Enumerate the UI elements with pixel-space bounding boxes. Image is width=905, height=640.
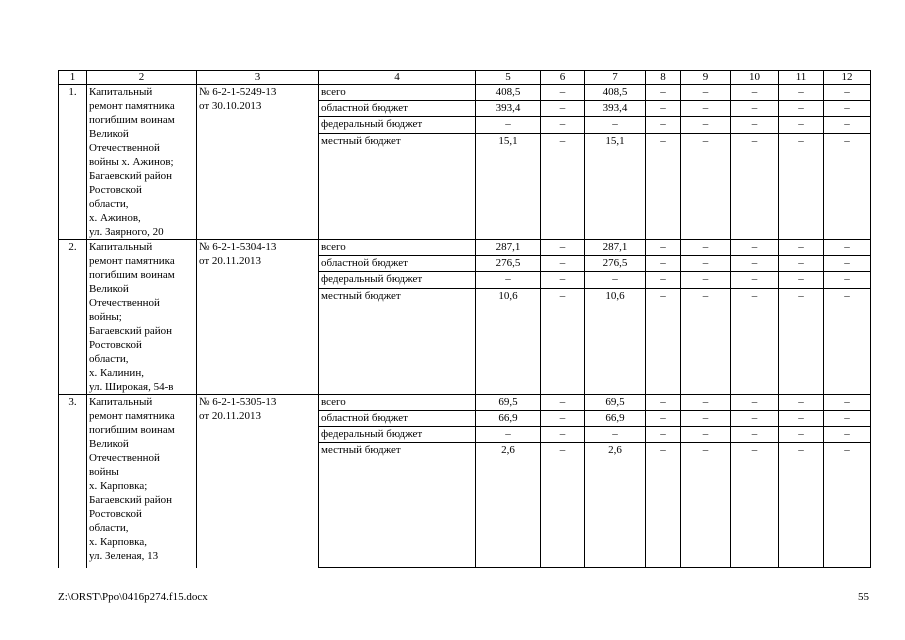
value-cell: – [824, 395, 871, 411]
value-cell: – [646, 256, 681, 272]
document-ref [197, 395, 319, 568]
value-cell: – [779, 117, 824, 133]
value-cell: 408,5 [476, 85, 541, 101]
table-row [59, 395, 871, 411]
value-cell: – [731, 85, 779, 101]
value-cell: 393,4 [585, 101, 646, 117]
value-cell: 10,6 [585, 288, 646, 394]
value-cell: 287,1 [585, 240, 646, 256]
value-cell: 10,6 [476, 288, 541, 394]
object-name-line: ремонт памятника [89, 255, 175, 267]
object-name-line: Великой [89, 438, 129, 450]
object-name-line: Великой [89, 128, 129, 140]
object-name-line: х. Карповка; [89, 480, 148, 492]
document-ref-line: от 20.11.2013 [199, 255, 262, 267]
value-cell: – [646, 117, 681, 133]
value-cell: – [824, 256, 871, 272]
document-ref-line: № 6-2-1-5304-13 [199, 241, 277, 253]
funding-source: областной бюджет [319, 411, 476, 427]
value-cell: – [824, 85, 871, 101]
value-cell: – [731, 117, 779, 133]
object-name-line: войны [89, 466, 119, 478]
object-name-line: ул. Заярного, 20 [89, 226, 164, 238]
column-header: 3 [197, 71, 319, 85]
object-name-line: области, [89, 522, 129, 534]
object-name-line: Багаевский район [89, 170, 173, 182]
column-header: 2 [87, 71, 197, 85]
value-cell: – [731, 411, 779, 427]
object-name [87, 240, 197, 395]
document-ref [197, 240, 319, 395]
object-name-line: ул. Зеленая, 13 [89, 550, 159, 562]
value-cell: – [541, 133, 585, 239]
value-cell: – [476, 272, 541, 288]
object-name-line: х. Карповка, [89, 536, 147, 548]
document-ref [197, 85, 319, 240]
column-header: 5 [476, 71, 541, 85]
value-cell: – [541, 240, 585, 256]
value-cell: – [681, 427, 731, 443]
value-cell: – [585, 272, 646, 288]
value-cell: – [681, 85, 731, 101]
object-name-line: Ростовской [89, 339, 142, 351]
value-cell: – [731, 240, 779, 256]
document-ref-line: № 6-2-1-5249-13 [199, 86, 277, 98]
value-cell: 69,5 [476, 395, 541, 411]
object-name-line: ул. Широкая, 54-в [89, 381, 174, 393]
value-cell: – [824, 411, 871, 427]
value-cell: – [476, 117, 541, 133]
value-cell: 69,5 [585, 395, 646, 411]
object-name-line: Отечественной [89, 142, 160, 154]
value-cell: 2,6 [585, 443, 646, 568]
value-cell: – [681, 288, 731, 394]
value-cell: – [646, 272, 681, 288]
column-header: 7 [585, 71, 646, 85]
value-cell: 15,1 [585, 133, 646, 239]
value-cell: – [646, 101, 681, 117]
value-cell: – [779, 85, 824, 101]
object-name-line: войны; [89, 311, 122, 323]
funding-source: местный бюджет [319, 443, 476, 568]
value-cell: – [681, 117, 731, 133]
value-cell: – [646, 85, 681, 101]
object-name-line: Капитальный [89, 241, 153, 253]
funding-source: областной бюджет [319, 101, 476, 117]
value-cell: 15,1 [476, 133, 541, 239]
value-cell: 66,9 [585, 411, 646, 427]
row-number: 3. [59, 395, 87, 568]
object-name-line: области, [89, 198, 129, 210]
value-cell: – [646, 288, 681, 394]
value-cell: – [731, 272, 779, 288]
footer-page-number: 55 [858, 591, 869, 603]
value-cell: – [541, 288, 585, 394]
column-header: 9 [681, 71, 731, 85]
object-name-line: х. Ажинов, [89, 212, 141, 224]
value-cell: – [681, 101, 731, 117]
document-ref-line: от 20.11.2013 [199, 410, 262, 422]
object-name [87, 85, 197, 240]
object-name-line: Великой [89, 283, 129, 295]
value-cell: 2,6 [476, 443, 541, 568]
value-cell: – [646, 411, 681, 427]
value-cell: – [681, 133, 731, 239]
value-cell: – [731, 443, 779, 568]
value-cell: – [824, 427, 871, 443]
value-cell: – [681, 411, 731, 427]
value-cell: – [824, 240, 871, 256]
funding-source: федеральный бюджет [319, 427, 476, 443]
value-cell: – [731, 427, 779, 443]
value-cell: – [779, 288, 824, 394]
funding-source: всего [319, 85, 476, 101]
value-cell: – [731, 395, 779, 411]
object-name-line: погибшим воинам [89, 114, 175, 126]
header-row [59, 71, 871, 85]
value-cell: – [541, 256, 585, 272]
document-ref-line: № 6-2-1-5305-13 [199, 396, 277, 408]
funding-source: местный бюджет [319, 288, 476, 394]
value-cell: – [681, 272, 731, 288]
table-row [59, 85, 871, 101]
value-cell: – [824, 117, 871, 133]
object-name-line: Ростовской [89, 184, 142, 196]
value-cell: – [646, 395, 681, 411]
value-cell: 276,5 [476, 256, 541, 272]
column-header: 10 [731, 71, 779, 85]
row-number: 2. [59, 240, 87, 395]
value-cell: – [824, 288, 871, 394]
value-cell: – [779, 240, 824, 256]
value-cell: – [646, 427, 681, 443]
funding-source: областной бюджет [319, 256, 476, 272]
value-cell: – [779, 272, 824, 288]
object-name-line: Отечественной [89, 297, 160, 309]
value-cell: – [646, 443, 681, 568]
value-cell: – [585, 427, 646, 443]
object-name-line: Капитальный [89, 86, 153, 98]
value-cell: – [779, 443, 824, 568]
value-cell: – [824, 101, 871, 117]
funding-source: всего [319, 395, 476, 411]
value-cell: 393,4 [476, 101, 541, 117]
value-cell: 408,5 [585, 85, 646, 101]
column-header: 1 [59, 71, 87, 85]
value-cell: – [731, 288, 779, 394]
object-name-line: погибшим воинам [89, 269, 175, 281]
document-ref-line: от 30.10.2013 [199, 100, 262, 112]
value-cell: – [779, 411, 824, 427]
object-name-line: погибшим воинам [89, 424, 175, 436]
value-cell: – [824, 133, 871, 239]
object-name-line: области, [89, 353, 129, 365]
object-name-line: Капитальный [89, 396, 153, 408]
value-cell: – [731, 133, 779, 239]
column-header: 4 [319, 71, 476, 85]
object-name [87, 395, 197, 568]
value-cell: – [824, 443, 871, 568]
value-cell: – [541, 443, 585, 568]
value-cell: – [779, 395, 824, 411]
value-cell: – [476, 427, 541, 443]
value-cell: – [681, 395, 731, 411]
object-name-line: Отечественной [89, 452, 160, 464]
value-cell: – [541, 85, 585, 101]
value-cell: – [681, 256, 731, 272]
value-cell: – [779, 427, 824, 443]
column-header: 8 [646, 71, 681, 85]
value-cell: – [779, 133, 824, 239]
value-cell: – [779, 101, 824, 117]
value-cell: – [541, 101, 585, 117]
funding-source: всего [319, 240, 476, 256]
object-name-line: х. Калинин, [89, 367, 144, 379]
value-cell: 287,1 [476, 240, 541, 256]
value-cell: – [824, 272, 871, 288]
object-name-line: Ростовской [89, 508, 142, 520]
value-cell: – [541, 117, 585, 133]
object-name-line: ремонт памятника [89, 100, 175, 112]
value-cell: – [779, 256, 824, 272]
value-cell: – [585, 117, 646, 133]
column-header: 6 [541, 71, 585, 85]
budget-table [58, 70, 871, 568]
value-cell: – [646, 240, 681, 256]
funding-source: местный бюджет [319, 133, 476, 239]
value-cell: – [681, 240, 731, 256]
column-header: 12 [824, 71, 871, 85]
funding-source: федеральный бюджет [319, 272, 476, 288]
object-name-line: Багаевский район [89, 494, 173, 506]
value-cell: – [681, 443, 731, 568]
column-header: 11 [779, 71, 824, 85]
object-name-line: ремонт памятника [89, 410, 175, 422]
value-cell: – [541, 427, 585, 443]
row-number: 1. [59, 85, 87, 240]
value-cell: – [646, 133, 681, 239]
value-cell: 276,5 [585, 256, 646, 272]
object-name-line: войны х. Ажинов; [89, 156, 174, 168]
value-cell: – [541, 272, 585, 288]
value-cell: – [541, 395, 585, 411]
value-cell: – [731, 256, 779, 272]
table-row [59, 240, 871, 256]
value-cell: – [541, 411, 585, 427]
value-cell: 66,9 [476, 411, 541, 427]
value-cell: – [731, 101, 779, 117]
object-name-line: Багаевский район [89, 325, 173, 337]
footer-file-path: Z:\ORST\Ppo\0416p274.f15.docx [58, 591, 208, 603]
funding-source: федеральный бюджет [319, 117, 476, 133]
